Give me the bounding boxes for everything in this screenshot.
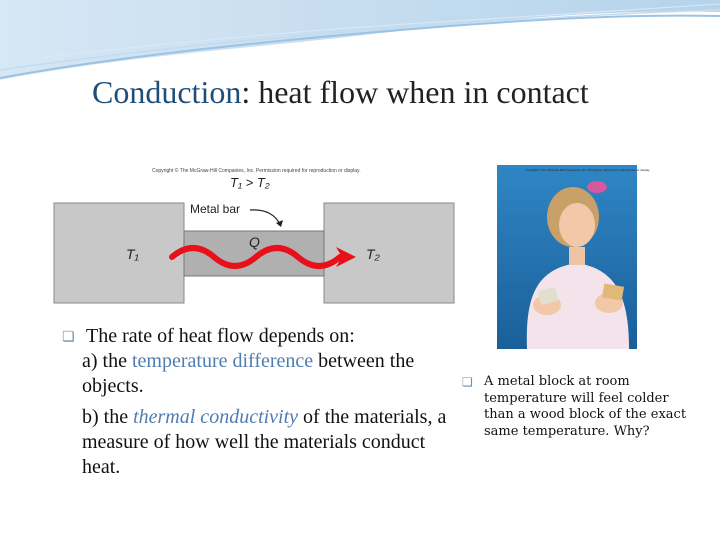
bullet-list xyxy=(62,324,462,480)
bullet-item-b: b) the thermal conductivity of the materials, a measure of how well the materials conduct heat. xyxy=(82,406,447,478)
bullet-icon: ❏ xyxy=(462,375,473,389)
hot-temperature-label: T₁ xyxy=(126,246,139,262)
diagram-copyright: Copyright © The McGraw-Hill Companies, Inc. Permission required for reproduction or display. xyxy=(152,168,361,174)
cold-temperature-label: T₂ xyxy=(366,246,380,262)
photo-copyright: Copyright © The McGraw-Hill Companies, Inc. Permission required for reproduction or display. xyxy=(525,168,651,172)
heat-flow-label: Q xyxy=(249,234,260,250)
temperature-condition: T₁ > T₂ xyxy=(230,175,270,190)
bullet-heading: ❏ The rate of heat flow depends on: xyxy=(62,324,462,349)
side-note xyxy=(462,374,702,440)
title-term: Conduction xyxy=(92,74,242,110)
bullet-item-a: a) the temperature difference between the objects. xyxy=(82,350,415,397)
side-note-text: A metal block at room temperature will feel colder than a wood block of the exact same temperature. Why? xyxy=(484,374,687,439)
title-rest: : heat flow when in contact xyxy=(241,74,589,110)
term-thermal-conductivity: thermal conductivity xyxy=(133,406,299,428)
slide-title xyxy=(92,74,589,111)
term-temperature-difference: temperature difference xyxy=(131,350,314,372)
photo-woman-holding-blocks xyxy=(497,165,651,349)
hot-block xyxy=(54,203,184,303)
conduction-diagram xyxy=(54,163,454,306)
bar-label-pointer xyxy=(250,210,280,225)
metal-bar-label: Metal bar xyxy=(190,202,241,216)
bullet-icon: ❏ xyxy=(62,329,75,345)
